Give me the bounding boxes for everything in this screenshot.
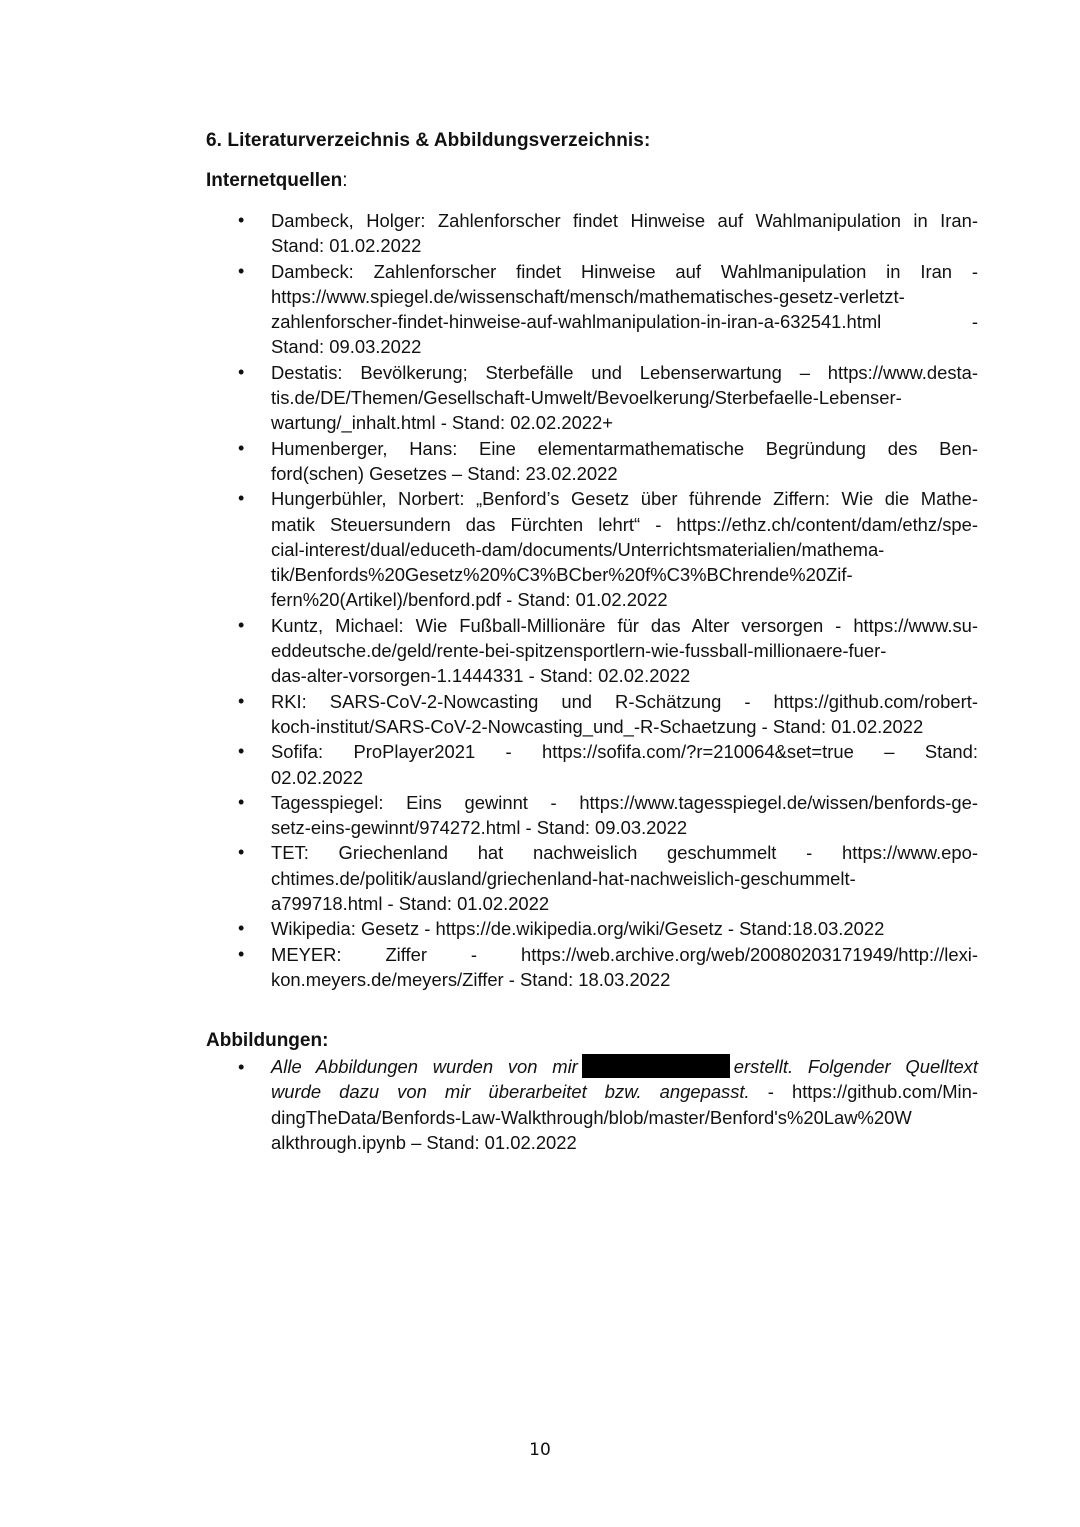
reference-line: RKI: SARS-CoV-2-Nowcasting und R-Schätzung - https://github.com/robert- (271, 690, 978, 712)
reference-line: koch-institut/SARS-CoV-2-Nowcasting_und_-R-Schaetzung - Stand: 01.02.2022 (271, 715, 924, 737)
reference-item (206, 613, 978, 689)
figures-list (206, 1054, 978, 1155)
reference-line: matik Steuersundern das Fürchten lehrt“ - https://ethz.ch/content/dam/ethz/spe- (271, 513, 978, 535)
reference-line: zahlenforscher-findet-hinweise-auf-wahlmanipulation-in-iran-a-632541.html - (271, 311, 978, 333)
bullet-icon: • (238, 437, 245, 458)
reference-line: a799718.html - Stand: 01.02.2022 (271, 893, 550, 915)
figures-text-before: Alle Abbildungen wurden von mir (271, 1056, 578, 1077)
reference-line: https://www.spiegel.de/wissenschaft/mensch/mathematisches-gesetz-verletzt- (271, 285, 905, 307)
figures-text-after: erstellt. Folgender Quelltext (733, 1056, 978, 1077)
figures-list-item (206, 1054, 978, 1155)
reference-line: TET: Griechenland hat nachweislich geschummelt - https://www.epo- (271, 842, 978, 864)
reference-line: Destatis: Bevölkerung; Sterbefälle und Lebenserwartung – https://www.desta- (271, 361, 978, 383)
reference-line: Dambeck: Zahlenforscher findet Hinweise auf Wahlmanipulation in Iran - (271, 260, 978, 282)
reference-line: tik/Benfords%20Gesetz%20%C3%BCber%20f%C3%BChrende%20Zif- (271, 564, 853, 586)
reference-line: MEYER: Ziffer - https://web.archive.org/web/20080203171949/http://lexi- (271, 943, 978, 965)
bullet-icon: • (238, 791, 245, 812)
figures-line-3: dingTheData/Benfords-Law-Walkthrough/blob/master/Benford's%20Law%20W (271, 1106, 912, 1128)
figures-italic-text: wurde dazu von mir überarbeitet bzw. angepasst. (271, 1081, 750, 1103)
reference-line: Stand: 01.02.2022 (271, 235, 422, 257)
redaction-box (582, 1054, 730, 1078)
reference-line: ford(schen) Gesetzes – Stand: 23.02.2022 (271, 462, 618, 484)
reference-item (206, 486, 978, 612)
reference-line: Stand: 09.03.2022 (271, 336, 422, 358)
reference-line: chtimes.de/politik/ausland/griechenland-hat-nachweislich-geschummelt- (271, 867, 856, 889)
bullet-icon: • (238, 842, 245, 863)
page-number: 10 (529, 1440, 551, 1460)
reference-line: Wikipedia: Gesetz - https://de.wikipedia.org/wiki/Gesetz - Stand:18.03.2022 (271, 918, 885, 940)
bullet-icon: • (238, 741, 245, 762)
bullet-icon: • (238, 361, 245, 382)
section-title: 6. Literaturverzeichnis & Abbildungsverzeichnis: (206, 130, 651, 151)
reference-item (206, 436, 978, 487)
bullet-icon: • (238, 918, 245, 939)
reference-item (206, 259, 978, 360)
figures-line-4: alkthrough.ipynb – Stand: 01.02.2022 (271, 1131, 577, 1153)
reference-line: Hungerbühler, Norbert: „Benford’s Gesetz über führende Ziffern: Wie die Mathe- (271, 488, 978, 510)
reference-line: Tagesspiegel: Eins gewinnt - https://www.tagesspiegel.de/wissen/benfords-ge- (271, 791, 978, 813)
reference-line: das-alter-vorsorgen-1.1444331 - Stand: 02.02.2022 (271, 665, 691, 687)
reference-item (206, 916, 978, 941)
bullet-icon: • (238, 260, 245, 281)
bullet-icon: • (238, 210, 245, 230)
reference-item (206, 208, 978, 259)
reference-item (206, 790, 978, 841)
reference-item (206, 942, 978, 993)
figures-line-2 (271, 1079, 978, 1104)
heading-colon: : (342, 170, 348, 191)
reference-item (206, 689, 978, 740)
reference-list (206, 208, 978, 992)
bullet-icon: • (238, 488, 245, 509)
reference-line: cial-interest/dual/educeth-dam/documents/Unterrichtsmaterialien/mathema- (271, 538, 885, 560)
reference-line: 02.02.2022 (271, 766, 364, 788)
reference-item (206, 739, 978, 790)
reference-line: kon.meyers.de/meyers/Ziffer - Stand: 18.03.2022 (271, 968, 671, 990)
bullet-icon: • (238, 943, 245, 964)
internet-heading-text: Internetquellen (206, 170, 343, 191)
reference-line: Dambeck, Holger: Zahlenforscher findet Hinweise auf Wahlmanipulation in Iran- (271, 210, 978, 231)
figures-line-1 (271, 1054, 978, 1079)
reference-line: wartung/_inhalt.html - Stand: 02.02.2022+ (271, 412, 613, 434)
reference-line: Kuntz, Michael: Wie Fußball-Millionäre für das Alter versorgen - https://www.su- (271, 614, 978, 636)
reference-line: Sofifa: ProPlayer2021 - https://sofifa.com/?r=210064&set=true – Stand: (271, 741, 978, 763)
reference-line: Humenberger, Hans: Eine elementarmathematische Begründung des Ben- (271, 437, 978, 459)
reference-line: eddeutsche.de/geld/rente-bei-spitzensportlern-wie-fussball-millionaere-fuer- (271, 640, 887, 662)
bullet-icon: • (238, 614, 245, 635)
bullet-icon: • (238, 1056, 245, 1077)
figures-heading: Abbildungen: (206, 1030, 329, 1051)
reference-item (206, 840, 978, 916)
reference-item (206, 360, 978, 436)
reference-line: setz-eins-gewinnt/974272.html - Stand: 09.03.2022 (271, 817, 688, 839)
reference-line: fern%20(Artikel)/benford.pdf - Stand: 01.02.2022 (271, 589, 668, 611)
figures-link-start: - https://github.com/Min- (749, 1081, 978, 1103)
internet-sources-heading (206, 170, 347, 192)
bullet-icon: • (238, 690, 245, 711)
reference-line: tis.de/DE/Themen/Gesellschaft-Umwelt/Bevoelkerung/Sterbefaelle-Lebenser- (271, 387, 902, 409)
